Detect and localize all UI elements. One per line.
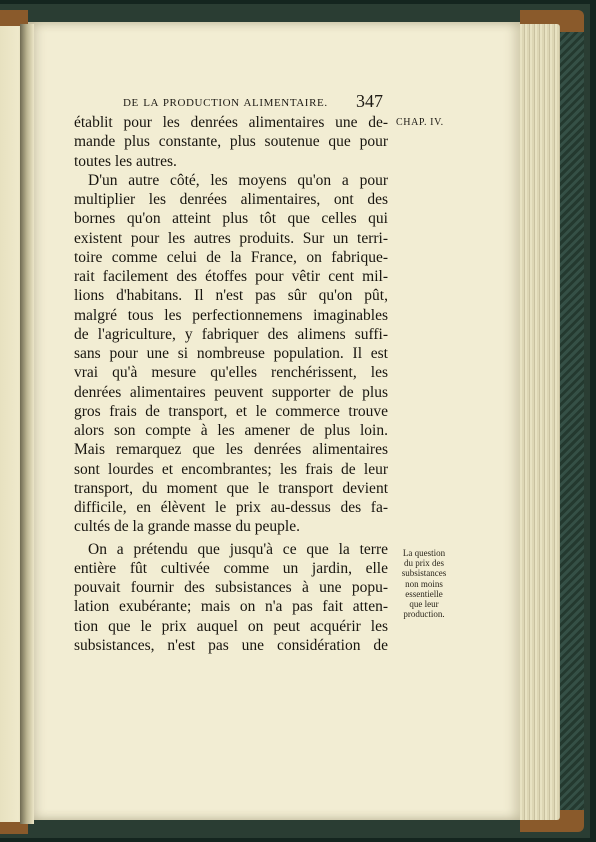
- text-line: transport, du moment que le transport devient: [74, 479, 388, 497]
- text-line: établit pour les denrées alimentaires une de-: [74, 114, 388, 131]
- margin-note: [392, 548, 456, 619]
- page-gutter: [20, 24, 34, 824]
- text-line: On a prétendu que jusqu'à ce que la terre: [88, 540, 388, 558]
- text-line: lation exubérante; mais on n'a pas fait atten-: [74, 598, 388, 616]
- text-line: denrées alimentaires peuvent supporter de plus: [74, 383, 388, 401]
- text-line: tion que le prix auquel on peut acquérir les: [74, 617, 388, 635]
- text-line: entière fût cultivée comme un jardin, elle: [74, 559, 388, 577]
- margin-note-line: que leur: [409, 599, 439, 610]
- text-line: pouvait fournir des subsistances à une popu-: [74, 579, 388, 596]
- text-line: rait facilement des étoffes pour vêtir cent mil-: [74, 268, 388, 285]
- running-head: DE LA PRODUCTION ALIMENTAIRE.: [123, 97, 328, 109]
- text-line: gros frais de transport, et le commerce trouve: [74, 402, 388, 420]
- text-line: sont lourdes et encombrantes; les frais de leur: [74, 460, 388, 478]
- margin-note-line: subsistances: [401, 568, 447, 579]
- margin-note-line: du prix des: [404, 558, 444, 569]
- margin-note-line: essentielle: [405, 588, 443, 599]
- text-line: malgré tous les perfectionnemens imaginables: [74, 306, 388, 324]
- text-line: subsistances, n'est pas une considération de: [74, 636, 388, 654]
- text-line: alors son compte à les amener de plus loin.: [74, 422, 388, 439]
- text-line: de l'agriculture, y fabriquer des alimens suffi-: [74, 325, 388, 343]
- body-text: [74, 113, 388, 655]
- text-line: difficile, en élèvent le prix au-dessus des fa-: [74, 499, 388, 516]
- text-line: existent pour les autres produits. Sur un terri-: [74, 229, 388, 247]
- text-line: sans pour une si nombreuse population. Il est: [74, 345, 388, 362]
- text-line: Mais remarquez que les denrées alimentaires: [74, 441, 388, 459]
- text-line: lions d'habitans. Il n'est pas sûr qu'on pût,: [74, 287, 388, 305]
- text-line: mande plus constante, plus soutenue que pour: [74, 133, 388, 151]
- margin-note-line: non moins: [405, 578, 443, 589]
- text-line: bornes qu'on atteint plus tôt que celles qui: [74, 210, 388, 228]
- text-line: toutes les autres.: [74, 152, 177, 170]
- page-header: [118, 91, 388, 115]
- text-line: multiplier les denrées alimentaires, ont des: [74, 191, 388, 208]
- margin-note-line: La question: [402, 548, 446, 558]
- page-number: 347: [356, 91, 383, 111]
- text-line: D'un autre côté, les moyens qu'on a pour: [88, 171, 388, 189]
- text-line: cultés de la grande masse du peuple.: [74, 518, 300, 536]
- text-line: vrai qu'à mesure qu'elles renchérissent, les: [74, 364, 388, 382]
- margin-note-line: production.: [403, 609, 445, 620]
- text-line: toire comme celui de la France, on fabrique-: [74, 248, 388, 266]
- chapter-label: CHAP. IV.: [396, 117, 444, 128]
